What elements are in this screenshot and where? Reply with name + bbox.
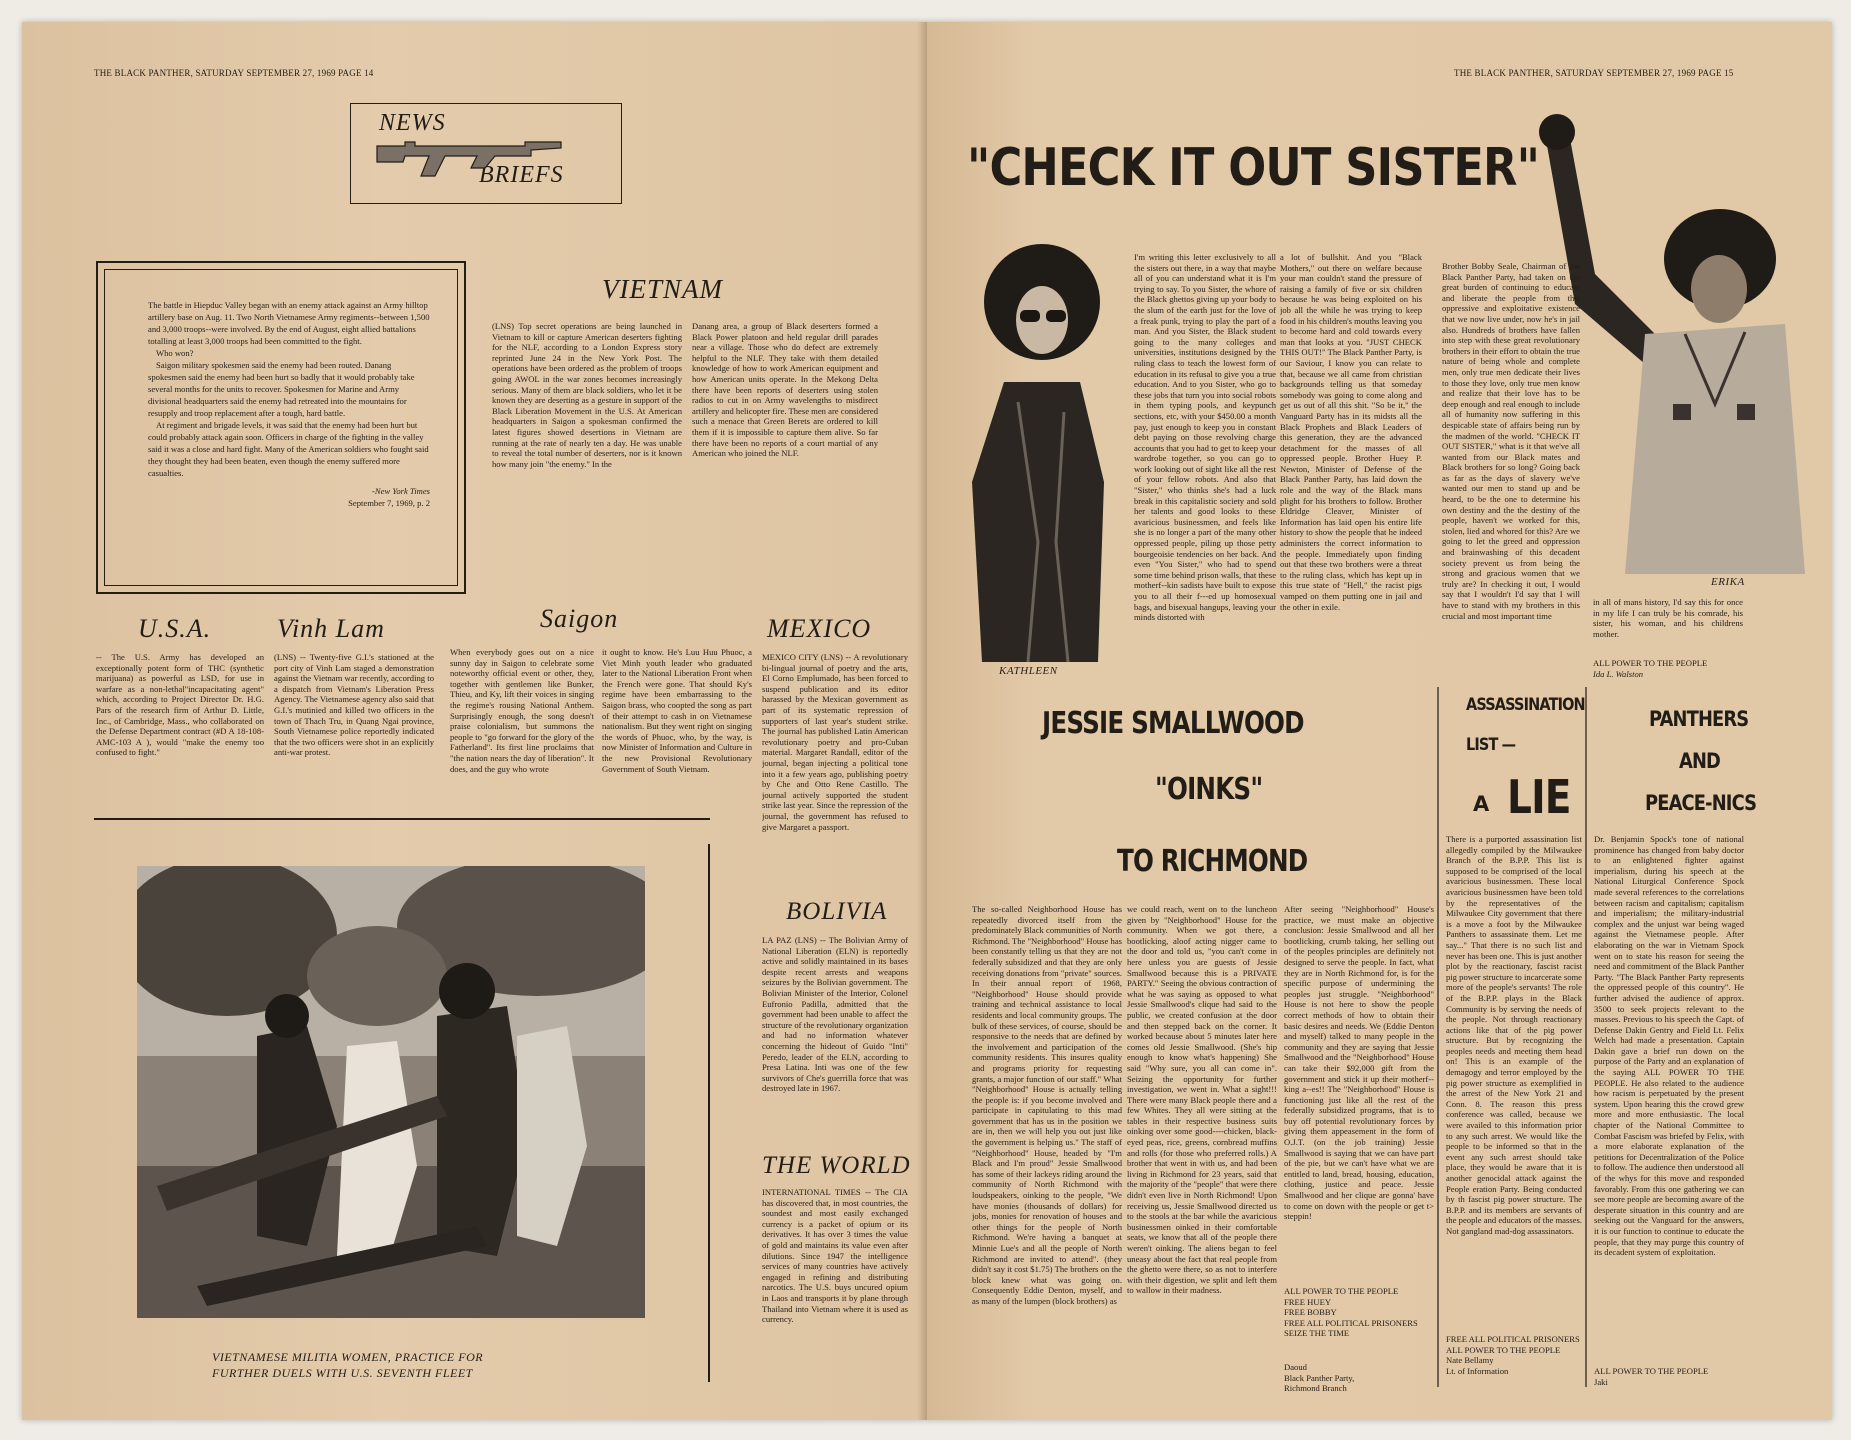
photo-caption-1: VIETNAMESE MILITIA WOMEN, PRACTICE FOR xyxy=(212,1350,484,1364)
bolivia-text: LA PAZ (LNS) -- The Bolivian Army of National Liberation (ELN) is reportedly active and solidly maintained in its bases despite recent arrests and weapons seizures by the Bolivian government. The Bolivian Minister of the Interior, Colonel Eufronio Padilla, admitted that the government had been unable to affect the structure of the revolutionary organization and had no information whatever concerning the hideout of Guido "Inti" Peredo, leader of the ELN, according to Presa Latina. Inti was one of the few survivors of Che's guerrilla force that was destroyed late in 1967. xyxy=(762,935,908,1094)
jessie-col-3: After seeing "Neighborhood" House's practice, we must make an objective conclusion: Jessie Smallwood and all her bootlicking, crumb taking, her selling out of the peoples principles are definitely not designed to serve the people. In fact, what they are in North Richmond for, is for the specific purpose of undermining the peoples just struggle. "Neighborhood" House is not here to show the people correct methods of how to obtain their basic desires and needs. We (Eddie Denton and myself) talked to many people in the community and they are saying that Jessie Smallwood and the "Neighborhood" House can take their $92,000 gift from the government and stick it up their motherf--king a--es!! The "Neighborhood" House is functioning just like all the rest of the federally subsidized programs, that is to buy off potential revolutionary forces by giving them appeasement in the form of O.J.T. (on the job training) Jessie Smallwood is saying that we can have part of the pie, but we can't have what we are entitled to land, bread, housing, education, clothing, justice and peace. Jessie Smallwood and her clique are gonna' have to come on down with the people or get t> steppin! xyxy=(1284,904,1434,1222)
sister-col-4: in all of mans history, I'd say this for once in my life I can truly be his comrade, his sister, his woman, and his childrens mother. xyxy=(1593,597,1743,639)
sister-col-3: Brother Bobby Seale, Chairman of the Black Panther Party, had taken on the great burden of continuing to educate and liberate the people from this oppressive and exploitative existence that we now live under, now he's in jail also. Hundreds of brothers have fallen into step with these great revolutionary brothers in their effort to obtain the true nature of being whole and complete men, only true men dedicate their lives to those they love, only true men know and realize that their love has to be deep enough and real enough to include all of humanity now suffering in this despicable state of affairs being run by the madmen of the world. "CHECK IT OUT SISTER," what is it that we've all wanted from our Black mates and Black brothers for so long? Going back as far as the days of slavery we've wanted our men to stand up and be heard, to be the one to determine his own destiny and the the destiny of the people, haven't we worked for this, stolen, lied and whored for this? Are we going to let the greed and oppression and brainwashing of this decadent society prevent us from being the strong and gracious women that we truly are? In checking it out, I would say that I wouldn't I'd say that I will have to stand with my brothers in this crucial and most important time xyxy=(1442,261,1580,621)
page-15 xyxy=(927,22,1832,1420)
jessie-col-2: we could reach, went on to the luncheon given by "Neighborhood" House for the community. When we got there, a bootlicking, aloof acting nigger came to the door and told us, "you can't come in here unless you are guests of Jessie Smallwood because this is a PRIVATE PARTY." Seeing the obvious contraction of what he was saying as opposed to what Jessie Smallwood's clique had said to the public, we created confusion at the door and then stepped back on the corner. It worked because about 5 minutes later here comes old Jessie Smallwood. (She's hip enough to know what's happening) She said "Why sure, you all can come in". Seizing the opportunity for further investigation, we went in. What a sight!!! There were many Black people there and a few Whites. They all were sitting at the tables in their respective business suits oinking over some good----chicken, black-eyed peas, rice, greens, cornbread muffins and rolls (for those who preferred rolls.) A brother that went in with us, and had been living in Richmond for 23 years, said that the majority of the "people" that were there didn't even live in North Richmond! Upon receiving us, Jessie Smallwood directed us to the stools at the bar while the avaricious businessmen oinked in their comfortable seats, we know that all of the people there weren't oinking. The aliens began to feel uneasy about the fact that real people from the ghetto were there, so as not to interfere with their digestion, we split and left them to wallow in their madness. xyxy=(1127,904,1277,1296)
kathleen-caption: KATHLEEN xyxy=(999,665,1058,677)
logo-briefs: BRIEFS xyxy=(479,162,564,188)
jessie-heading-2: "OINKS" xyxy=(1155,772,1263,807)
jessie-col-1: The so-called Neighborhood House has repeatedly divorced itself from the predominately Black communities of North Richmond. The "Neighborhood" House has been constantly telling us that they are not federally subsidized and that they are only receiving donations from "private" sources. In their annual report of 1968, "Neighborhood" House should provide training and technical assistance to local residents and local community groups. The bulk of these services, of course, should be responsive to the needs that are defined by the involvement and participation of the community residents. This insures quality and programs priority for requesting grants, a major function of our staff." What "Neighborhood" House is actually telling the people is: if you become involved and participate in capitulating to this mad government that has us in the position we are in, then we will help you out just like the government is helping us." The staff of "Neighborhood" House, headed by "I'm Black and I'm proud" Jessie Smallwood has some of their lackeys riding around the community of North Richmond with loudspeakers, oinking to the people, "We have monies (thousands of dollars) for jobs, monies for renovation of houses and other things for the people of North Richmond. We're having a banquet at Minnie Lue's and all the people of North Richmond are invited to attend". (they didn't say it cost $1.75) The brothers on the block knew what was going on. Consequently Eddie Denton, myself, and as many of the lumpen (block brothers) as xyxy=(972,904,1122,1306)
vinh-lam-text: (LNS) -- Twenty-five G.I.'s stationed at the port city of Vinh Lam staged a demonstration against the Vietnam war recently, according to a dispatch from Vietnam's Liberation Press Agency. The Vietnamese agency also said that G.I.'s mutinied and killed two officers in the town of Thach Tru, in Quang Ngai province, South Vietnamese police reportedly indicated that the two officers were shot in an explicitly anti-war protest. xyxy=(274,652,434,758)
vietnam-heading: VIETNAM xyxy=(602,274,723,304)
assassination-heading-3: A xyxy=(1473,792,1489,816)
logo-news: NEWS xyxy=(379,110,446,136)
rifle-icon xyxy=(375,138,565,180)
newspaper-spread xyxy=(22,22,1832,1420)
sister-col-1: I'm writing this letter exclusively to all the sisters out there, in a way that maybe all of you can understand what it is I'm trying to say. To you Sister, the whore of the Black ghettos giving up your body to the slum of the earth just for the love of a freak punk, trying to play the part of a man. And you Sister, the Black student going to the many colleges and universities, institutions designed by the ruling class to teach the lowest form of education in its refusal to give you a true education. And to you Sister, who go to these jobs that turn you into social robots in them typing pools, and keypunch sections, etc, with your $450.00 a month pay, just enough to keep you in constant debt paying on those revolving charge accounts that you had to get to keep your wardrobe together, so you can go to work looking out of sight like all the rest of your fellow robots. And also that "Sister," who thinks she's had a luck break in this capitalistic society and sold her talents and good looks to these avaricious businessmen, and feels like she is no longer a part of the many other oppressed people, piling up those petty bourgeoisie tendencies on her back. And even "You Sister," who had to spend some time behind prison walls, that these motherf--kin sadists have built to expose you to all their f---ed up homosexual bags, and bisexual hangups, leaving your minds distorted with xyxy=(1134,252,1276,623)
saigon-col-1: When everybody goes out on a nice sunny day in Saigon to celebrate some noteworthy official event or other, they, together with gentlemen like Bunker, Thieu, and Ky, lift their voices in singing the regime's rousing National Anthem. Surprisingly enough, the song doesn't praise colonialism, but summons the people to "go forward for the glory of the Fatherland". Its first line proclaims that "the nation nears the day of liberation". It does, and the guy who wrote xyxy=(450,647,594,774)
kathleen-photo xyxy=(968,242,1106,665)
vinh-lam-heading: Vinh Lam xyxy=(277,614,385,643)
erika-caption: ERIKA xyxy=(1711,576,1745,588)
bolivia-heading: BOLIVIA xyxy=(786,898,888,925)
assassination-heading-2: LIST — xyxy=(1466,735,1516,755)
jessie-slogans: ALL POWER TO THE PEOPLE FREE HUEY FREE BOBBY FREE ALL POLITICAL PRISONERS SEIZE THE TIME xyxy=(1284,1286,1418,1339)
usa-text: -- The U.S. Army has developed an exceptionally potent form of THC (synthetic marijuana) as powerful as LSD, for use in warfare as a non-lethal"incapacitating agent" which, according to Project Director Dr. H.G. Pars of the research firm of Arthur D. Little, Inc., of Cambridge, Mass., who collaborated on the Defense Department contract (#D A 18-108-AMC-103 A ), would "make the enemy too confused to fight." xyxy=(96,652,264,758)
rule-right-2 xyxy=(1585,687,1587,1387)
jessie-heading-1: JESSIE SMALLWOOD xyxy=(1042,706,1304,741)
folio-left: THE BLACK PANTHER, SATURDAY SEPTEMBER 27, 1969 PAGE 14 xyxy=(94,68,374,78)
sister-col-2: a lot of bullshit. And you "Black Mothers," out there on welfare because your man couldn't stand the pressure of raising a family of five or six children because he was being exploited on his job all the while he was trying to keep food in his children's mouths leaving you to become hard and cold towards every man that looks at you. "JUST CHECK THIS OUT!" The Black Panther Party, is our Saviour, I know you can relate to that, because we all came from christian backgrounds telling us that someday somebody was going to come along and get us out of all this shit. "So be it," the Vanguard Party has in its midsts all the Black Prophets and Black Leaders of this generation, they are the advanced detachment for the masses of all oppressed people. Brother Huey P. Newton, Minister of Defense of the Black Panther Party, has laid down the role and the way of the Black mans plight for his brothers to follow. Brother Eldridge Cleaver, Minister of Information has laid open his entire life history to show the people that he indeed administers the correct information to the people. Immediately upon finding out that these two brothers were a threat to the ruling class, which has kept up in this true state of "Hell," the racist pigs vamped on them putting one in jail and the other in exile. xyxy=(1280,252,1422,612)
photo-caption-2: FURTHER DUELS WITH U.S. SEVENTH FLEET xyxy=(212,1366,473,1380)
vietnam-col-2: Danang area, a group of Black deserters formed a Black Power platoon and held regular drill parades near a village. Those who do defect are extremely helpful to the NLF. They take with them detailed knowledge of how to work American equipment and how American units operate. In the Mekong Delta there have been reports of deserters using stolen radios to cut in on Army wavelengths to misdirect artillery and helicopter fire. These men are considered such a menace that Green Berets are ordered to kill them if it is impossible to capture them alive. So far there have been no reports of a court martial of any American who joined the NLF. xyxy=(692,321,878,459)
assassination-signoff: FREE ALL POLITICAL PRISONERS ALL POWER TO THE PEOPLE Nate Bellamy Lt. of Information xyxy=(1446,1334,1580,1376)
hiepduc-box xyxy=(96,261,466,594)
check-it-out-headline: "CHECK IT OUT SISTER" xyxy=(967,138,1540,198)
peacenics-text: Dr. Benjamin Spock's tone of national prominence has changed from baby doctor to an enlightened fighter against imperialism, during his speech at the National Liturgical Conference Spock made several references to the correlations between racism and capitalism; capitalism and imperialism; the military-industrial complex and the unjust war being waged against the Vietnamese people. After elaborating on the war in Vietnam Spock went on to state his reason for seeing the need and commitment of the Black Panther Party. "The Black Panther Party represents the oppressed people of this country". He further advised the audience of approx. 3500 to seek projects relevant to the masses. Previous to his speech the Capt. of Defense Dakin Gentry and Field Lt. Felix Welch had made a presentation. Captain Dakin gave a brief run down on the purpose of the Party and an explanation of the saying ALL POWER TO THE PEOPLE. He also related to the audience how racism is perpetuated by the present system. Upon hearing this the crowd grew more and more enthusiastic. The local chapter of the National Committee to Combat Fascism was briefed by Felix, with a more elaborate explanation of the petitions for Decentralization of the Police to follow. The audience then understood all of the whys for this move and responded favorably. From this one gathering we can see more people are becoming aware of the desperate situation in this country and are seeking out the Vanguard for the answers, it is our function to continue to educate the people, that they may purge this country of its decadent system of exploitation. xyxy=(1594,834,1744,1258)
photo-rule-right xyxy=(708,844,710,1382)
peacenics-heading-3: PEACE-NICS xyxy=(1645,791,1757,815)
vietnam-col-1: (LNS) Top secret operations are being launched in Vietnam to kill or capture American deserters fighting for the NLF, according to a London Express story reprinted June 24 in the New York Post. The operations have been ordered as the problem of troops going AWOL in the war zones becomes increasingly serious. Many of them are black soldiers, who let it be known they are deserting as a gesture in support of the Black Liberation Movement in the U.S. At American headquarters in Saigon a spokesman confirmed the latest figures showed desertions in Vietnam are running at the rate of nearly ten a day. He was unable to reveal the total number of deserters, nor is it known how many join "the enemy." In the xyxy=(492,321,682,469)
jessie-heading-3: TO RICHMOND xyxy=(1117,844,1308,879)
page-14 xyxy=(22,22,927,1420)
saigon-heading: Saigon xyxy=(540,604,619,633)
assassination-heading-4: LIE xyxy=(1507,770,1571,824)
mexico-text: MEXICO CITY (LNS) -- A revolutionary bi-lingual journal of poetry and the arts, El Corno Emplumado, has been forced to suspend publication and its editor harassed by the Mexican government as part of its systematic repression of supporters of last year's student strike. The journal has published Latin American revolutionary poetry and pro-Cuban material. Margaret Randall, editor of the journal, began injecting a political tone into it a few years ago, publishing poetry by Che and Otto Rene Castillo. The journal actively supported the student strike last year. Since the repression of the journal, the government has refused to give Margaret a passport. xyxy=(762,652,908,832)
saigon-col-2: it ought to know. He's Luu Huu Phuoc, a Viet Minh youth leader who graduated later to the National Liberation Front when the French were gone. That should Ky's regime have been embarrassing to the Saigon brass, who coopted the song as part of their attempt to cash in on Vietnamese nationalism. But they went right on singing the words of Phuoc, who, by the way, is now Minister of Information and Culture in the new Provisional Revolutionary Government of South Vietnam. xyxy=(602,647,752,774)
rule-right-1 xyxy=(1437,687,1439,1387)
hiepduc-text: The battle in Hiepduc Valley began with an enemy attack against an Army hilltop artillery base on Aug. 11. Two North Vietnamese Army regiments--between 1,500 and 3,000 troops--were involved. By the end of August, eight allied battalions totalling at least 3,000 troops had been committed to the fight. Who won? Saigon military spokesmen said the enemy had been routed. Danang spokesmen said the enemy had been hurt so badly that it would probably take several months for the units to recover. Spokesmen for Marine and Army divisional headquarters said the enemy had retreated into the mountains for resupply and troop replacement after a tough, hard battle. At regiment and brigade levels, it was said that the enemy had been hurt but could probably attack again soon. Officers in charge of the fighting in the valley said it was a close and hard fight. Many of the American soldiers who fought said they thought they had been beaten, even though the enemy suffered more casualties. -New York Times September 7, 1969, p. 2 xyxy=(148,300,430,508)
peacenics-heading-1: PANTHERS xyxy=(1649,707,1749,731)
sister-signature: Ida L. Walston xyxy=(1593,669,1644,679)
militia-women-photo xyxy=(137,866,645,1318)
assassination-heading-1: ASSASSINATION xyxy=(1466,695,1585,715)
jessie-signed: Daoud Black Panther Party, Richmond Branch xyxy=(1284,1362,1355,1394)
assassination-text: There is a purported assassination list allegedly compiled by the Milwaukee Branch of the B.P.P. This list is supposed to be comprised of the local avaricious businessmen. These local avaricious businessmen have been told by the representatives of the Milwaukee City government that there is a move a foot by the Milwaukee Panthers to assassinate them. Let me say..." That there is no such list and never has been one. This is just another plot by the reactionary, fascist racist pig power structure to incarcerate some more of the people's servants! The role of the B.P.P. plays in the Black Community is by serving the needs of the people. Not through reactionary actions like that of the pig power structure. But by recognizing the peoples needs and meeting them head on! This is an example of the demagogy and terror employed by the pig power structure as exemplified in the arrest of the New York 21 and Conn. 8. The reason this press conference was called, because we were availed to this information prior to any such arrest. We would like the people to be informed so that in the event any such arrest should take place, they would be aware that it is another genocidal attack against the People eration Party. Being conducted by th fascist pig power structure. The B.P.P. and its members are servants of the people and educators of the masses. Not gangland mad-dog assassinators. xyxy=(1446,834,1582,1236)
sister-signoff: ALL POWER TO THE PEOPLE xyxy=(1593,658,1708,668)
world-heading: THE WORLD xyxy=(762,1152,911,1179)
news-briefs-logo xyxy=(350,103,622,204)
peacenics-heading-2: AND xyxy=(1679,749,1721,773)
peacenics-signoff: ALL POWER TO THE PEOPLE Jaki xyxy=(1594,1366,1709,1387)
folio-right: THE BLACK PANTHER, SATURDAY SEPTEMBER 27, 1969 PAGE 15 xyxy=(1454,68,1734,78)
world-text: INTERNATIONAL TIMES -- The CIA has discovered that, in most countries, the soundest and most easily exchanged currency is a packet of opium or its derivatives. It has over 3 times the value of gold and maintains its value even after dilutions. Since 1947 the intelligence services of many countries have actively engaged in refining and distributing narcotics. The U.S. buys uncured opium in Laos and transports it by plane through Thailand into Vietnam where it is used as currency. xyxy=(762,1187,908,1325)
photo-rule-top xyxy=(94,818,710,820)
usa-heading: U.S.A. xyxy=(138,614,212,643)
mexico-heading: MEXICO xyxy=(767,614,872,643)
